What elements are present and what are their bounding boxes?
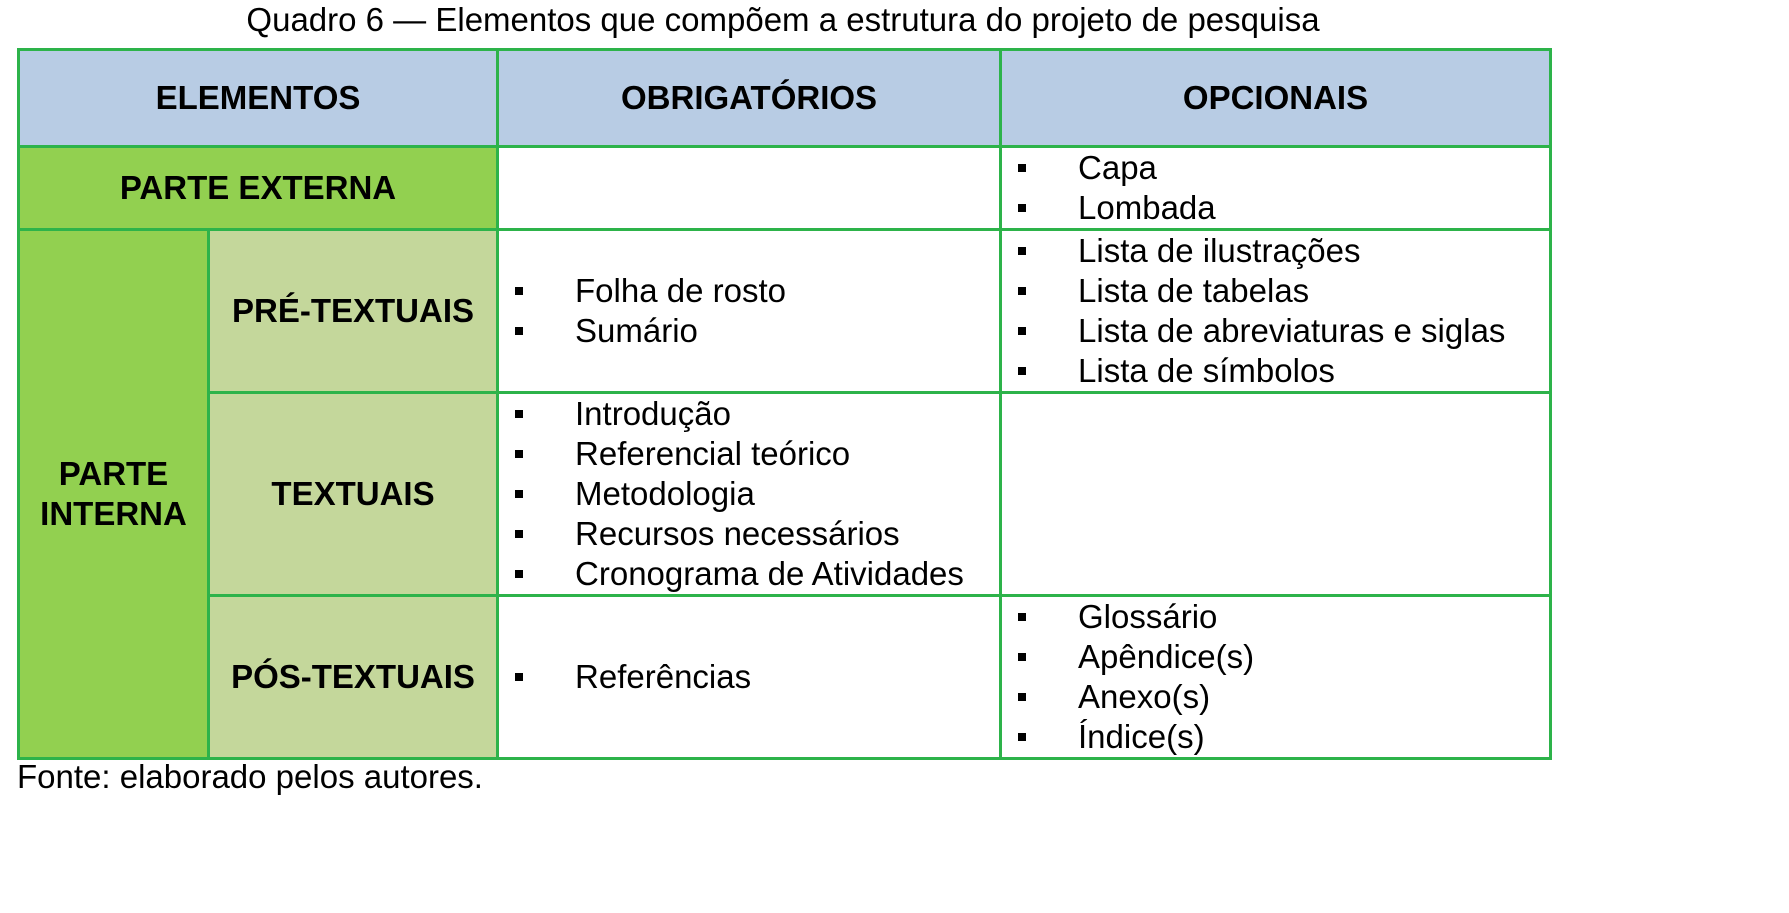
bullet-list <box>1002 231 1549 391</box>
parte-externa-obrigatorios <box>498 147 1001 230</box>
list-item-text: Metodologia <box>575 475 755 512</box>
parte-externa-opcionais <box>1001 147 1551 230</box>
textuais-label: TEXTUAIS <box>209 393 498 596</box>
list-item <box>499 271 999 311</box>
row-pre-textuais <box>19 230 1551 393</box>
square-bullet-icon <box>1018 204 1026 212</box>
list-item <box>1002 148 1549 188</box>
list-item-text: Índice(s) <box>1078 718 1205 755</box>
square-bullet-icon <box>1018 327 1026 335</box>
list-item <box>1002 717 1549 757</box>
table-frame <box>17 48 1549 755</box>
square-bullet-icon <box>515 450 523 458</box>
square-bullet-icon <box>1018 613 1026 621</box>
row-parte-externa <box>19 147 1551 230</box>
list-item-text: Folha de rosto <box>575 272 786 309</box>
list-item-text: Capa <box>1078 149 1157 186</box>
pre-textuais-opcionais <box>1001 230 1551 393</box>
parte-interna-label <box>19 230 209 759</box>
list-item <box>1002 188 1549 228</box>
list-item-text: Lista de tabelas <box>1078 272 1310 309</box>
pos-textuais-label: PÓS-TEXTUAIS <box>209 596 498 759</box>
source-note: Fonte: elaborado pelos autores. <box>17 758 483 795</box>
square-bullet-icon <box>1018 653 1026 661</box>
square-bullet-icon <box>515 570 523 578</box>
square-bullet-icon <box>515 410 523 418</box>
list-item-text: Lista de abreviaturas e siglas <box>1078 312 1506 349</box>
list-item-text: Introdução <box>575 395 731 432</box>
list-item <box>499 514 999 554</box>
list-item-text: Lista de ilustrações <box>1078 232 1361 269</box>
list-item <box>499 474 999 514</box>
list-item-text: Lombada <box>1078 189 1216 226</box>
parte-interna-text: PARTE INTERNA <box>40 455 187 532</box>
list-item <box>1002 231 1549 271</box>
square-bullet-icon <box>1018 367 1026 375</box>
list-item <box>1002 637 1549 677</box>
list-item-text: Cronograma de Atividades <box>575 555 964 592</box>
square-bullet-icon <box>1018 247 1026 255</box>
header-elementos: ELEMENTOS <box>19 50 498 147</box>
header-obrigatorios: OBRIGATÓRIOS <box>498 50 1001 147</box>
list-item-text: Referências <box>575 658 752 695</box>
bullet-list <box>1002 148 1549 228</box>
header-opcionais: OPCIONAIS <box>1001 50 1551 147</box>
row-textuais <box>19 393 1551 596</box>
row-pos-textuais <box>19 596 1551 759</box>
structure-table <box>17 48 1552 760</box>
pre-textuais-label: PRÉ-TEXTUAIS <box>209 230 498 393</box>
square-bullet-icon <box>1018 164 1026 172</box>
square-bullet-icon <box>515 287 523 295</box>
list-item-text: Apêndice(s) <box>1078 638 1255 675</box>
list-item <box>1002 677 1549 717</box>
list-item-text: Anexo(s) <box>1078 678 1211 715</box>
list-item-text: Recursos necessários <box>575 515 900 552</box>
square-bullet-icon <box>515 490 523 498</box>
textuais-opcionais <box>1001 393 1551 596</box>
textuais-obrigatorios <box>498 393 1001 596</box>
list-item <box>499 311 999 351</box>
parte-externa-label: PARTE EXTERNA <box>19 147 498 230</box>
square-bullet-icon <box>515 673 523 681</box>
list-item-text: Sumário <box>575 312 698 349</box>
list-item <box>1002 351 1549 391</box>
list-item-text: Lista de símbolos <box>1078 352 1335 389</box>
list-item <box>499 657 999 697</box>
square-bullet-icon <box>1018 693 1026 701</box>
square-bullet-icon <box>1018 733 1026 741</box>
list-item <box>1002 597 1549 637</box>
bullet-list <box>1002 597 1549 757</box>
square-bullet-icon <box>1018 287 1026 295</box>
pre-textuais-obrigatorios <box>498 230 1001 393</box>
pos-textuais-opcionais <box>1001 596 1551 759</box>
square-bullet-icon <box>515 327 523 335</box>
bullet-list <box>499 271 999 351</box>
list-item <box>499 554 999 594</box>
list-item-text: Glossário <box>1078 598 1218 635</box>
pos-textuais-obrigatorios <box>498 596 1001 759</box>
bullet-list <box>499 394 999 594</box>
list-item <box>1002 311 1549 351</box>
list-item <box>499 434 999 474</box>
header-row <box>19 50 1551 147</box>
list-item <box>1002 271 1549 311</box>
table-caption: Quadro 6 — Elementos que compõem a estrutura do projeto de pesquisa <box>246 1 1320 38</box>
bullet-list <box>499 657 999 697</box>
square-bullet-icon <box>515 530 523 538</box>
list-item <box>499 394 999 434</box>
list-item-text: Referencial teórico <box>575 435 851 472</box>
